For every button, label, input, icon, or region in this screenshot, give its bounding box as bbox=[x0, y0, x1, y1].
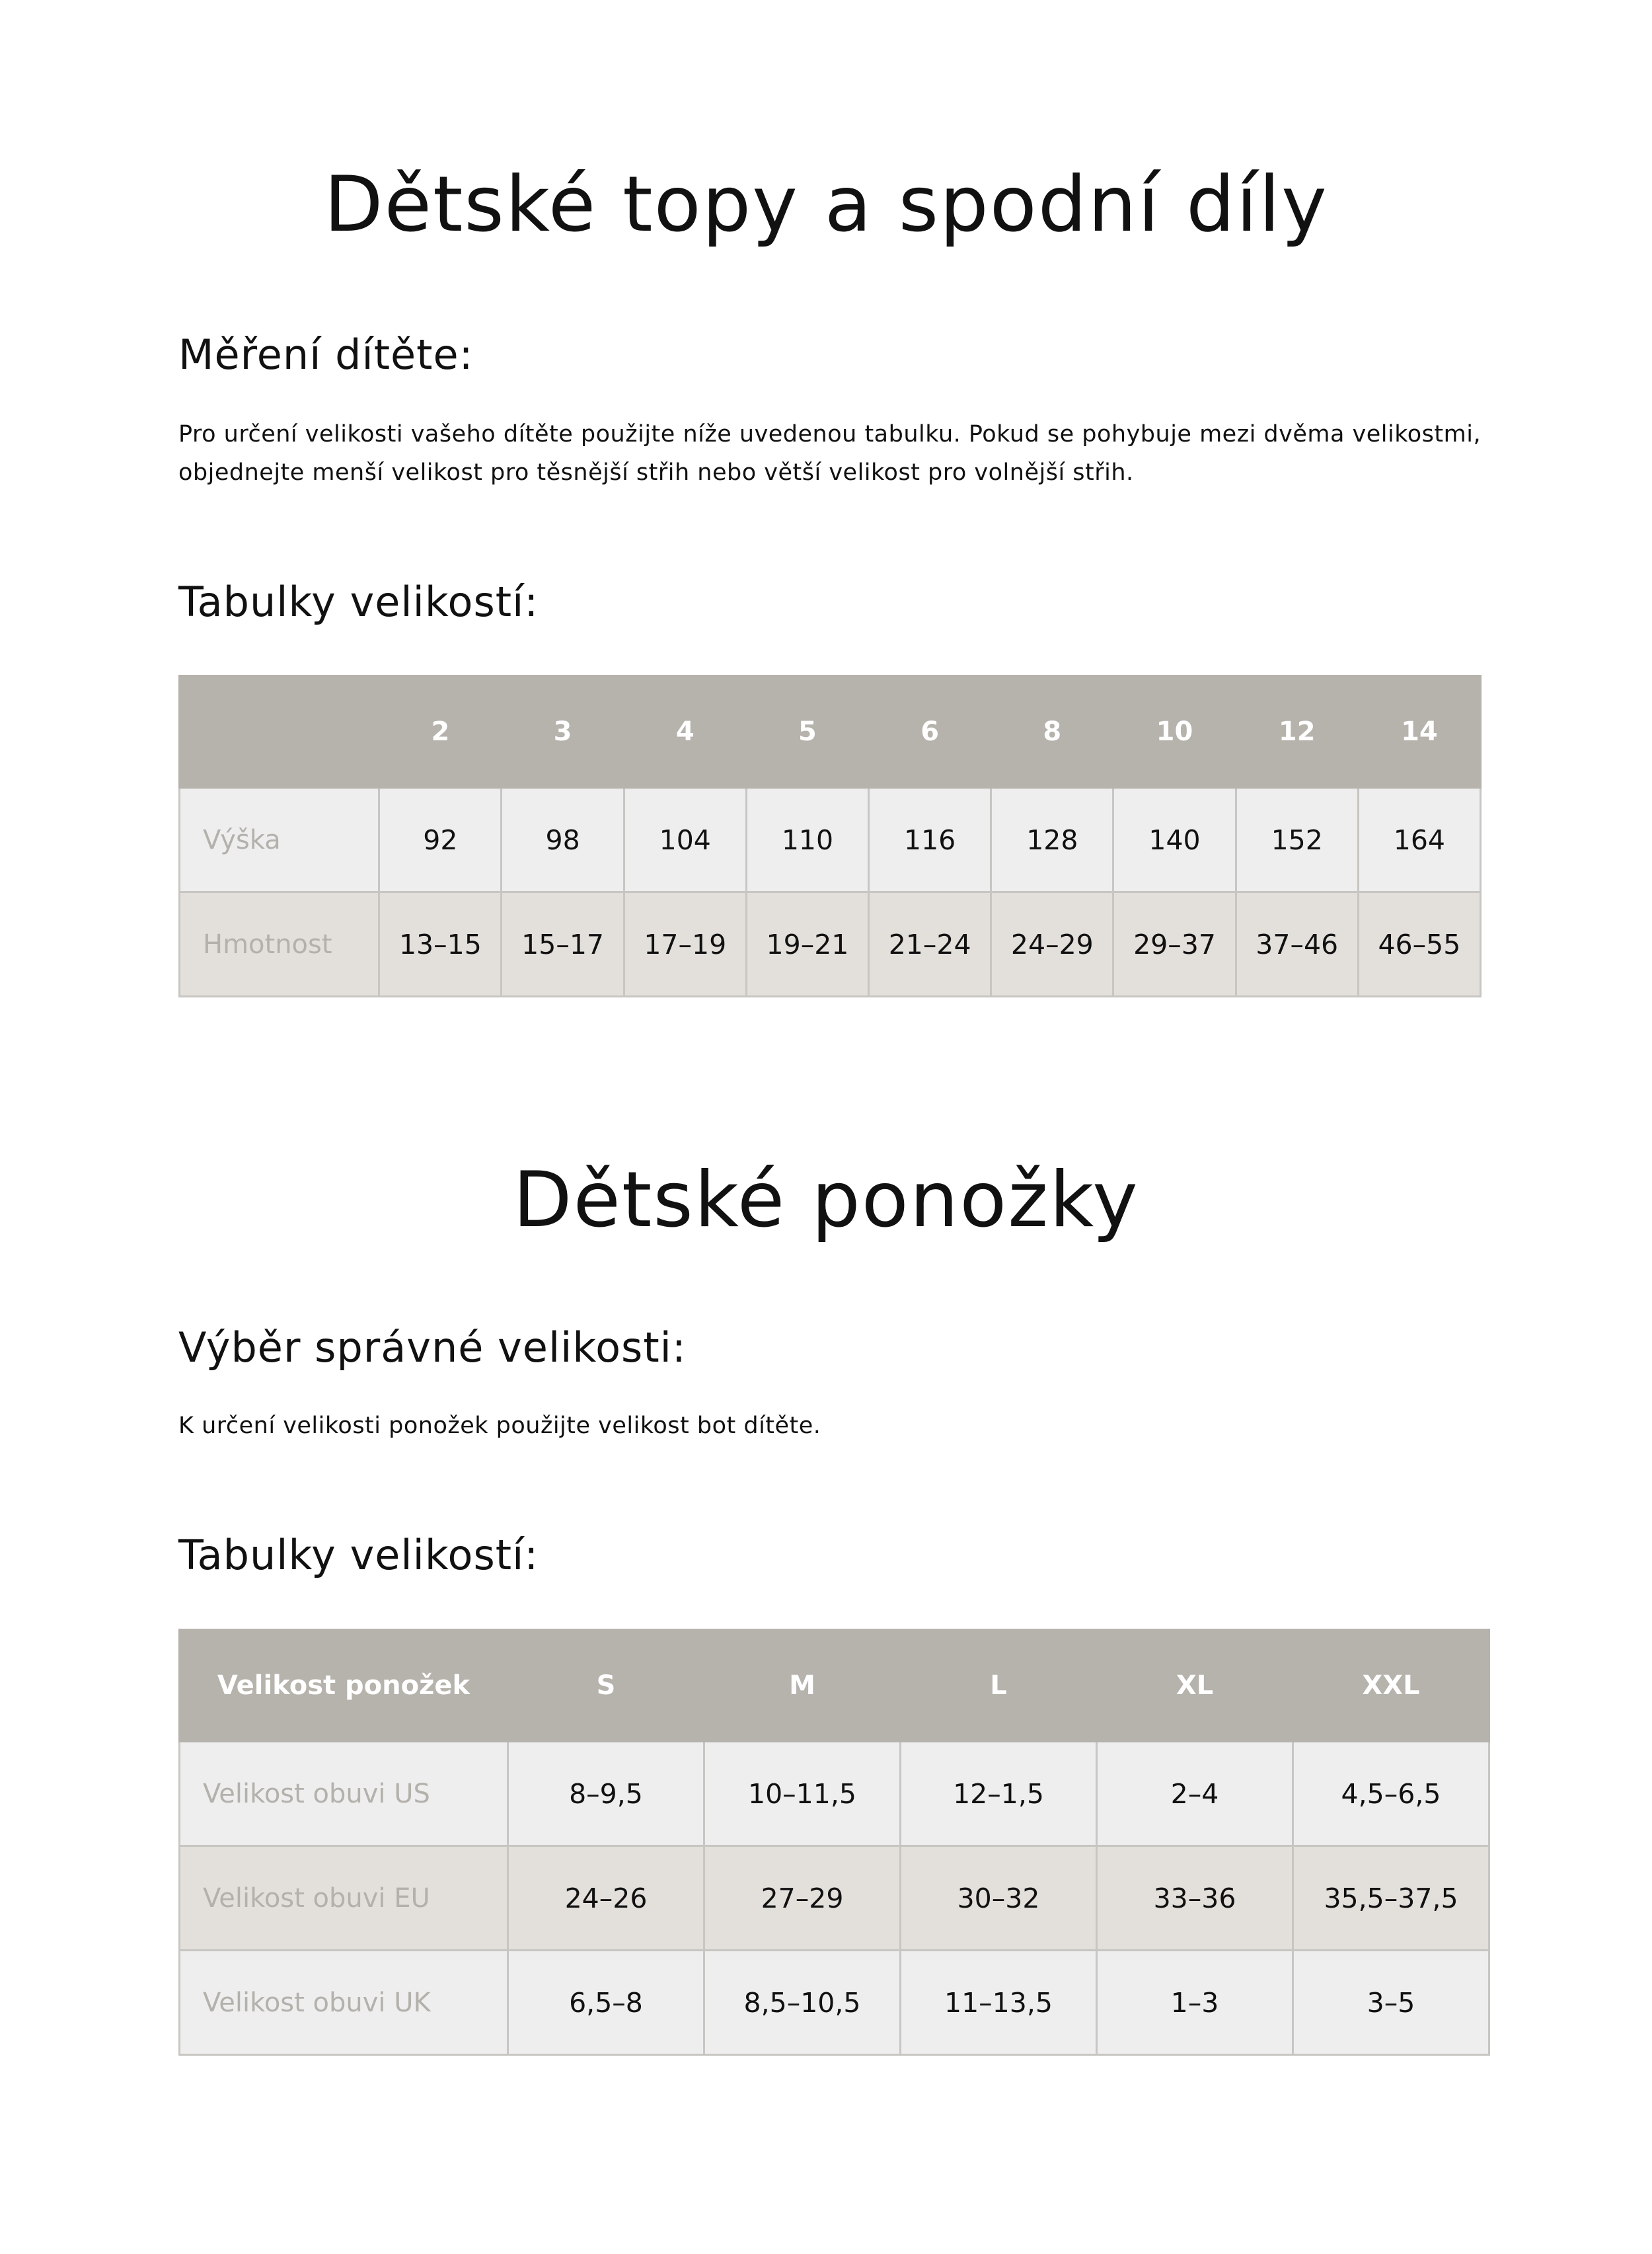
table-cell: 17–19 bbox=[624, 892, 746, 997]
choose-size-heading: Výběr správné velikosti: bbox=[178, 1323, 687, 1372]
table-header-row bbox=[180, 676, 1481, 788]
size-col-header: XL bbox=[1097, 1630, 1293, 1742]
table-cell: 24–26 bbox=[508, 1846, 704, 1951]
table-cell: 116 bbox=[869, 788, 991, 892]
size-col-header: 10 bbox=[1113, 676, 1236, 788]
table-row bbox=[180, 1846, 1489, 1951]
row-label-eu: Velikost obuvi EU bbox=[180, 1846, 508, 1951]
size-col-header: 14 bbox=[1358, 676, 1480, 788]
table-corner: Velikost ponožek bbox=[180, 1630, 508, 1742]
table-cell: 6,5–8 bbox=[508, 1951, 704, 2055]
table-cell: 140 bbox=[1113, 788, 1236, 892]
size-col-header: XXL bbox=[1293, 1630, 1489, 1742]
size-col-header: 6 bbox=[869, 676, 991, 788]
tops-size-table bbox=[178, 675, 1482, 997]
table-cell: 92 bbox=[379, 788, 502, 892]
table-cell: 8,5–10,5 bbox=[704, 1951, 901, 2055]
table-cell: 12–1,5 bbox=[901, 1742, 1097, 1846]
table-cell: 4,5–6,5 bbox=[1293, 1742, 1489, 1846]
table-cell: 24–29 bbox=[991, 892, 1113, 997]
size-col-header: 8 bbox=[991, 676, 1113, 788]
table-corner bbox=[180, 676, 379, 788]
table-row bbox=[180, 1951, 1489, 2055]
tops-title: Dětské topy a spodní díly bbox=[324, 160, 1328, 249]
measure-heading: Měření dítěte: bbox=[178, 330, 474, 379]
row-label-height: Výška bbox=[180, 788, 379, 892]
table-cell: 21–24 bbox=[869, 892, 991, 997]
table-cell: 164 bbox=[1358, 788, 1480, 892]
choose-size-text: K určení velikosti ponožek použijte velikost bot dítěte. bbox=[178, 1413, 821, 1439]
table-row bbox=[180, 1742, 1489, 1846]
table-cell: 10–11,5 bbox=[704, 1742, 901, 1846]
row-label-uk: Velikost obuvi UK bbox=[180, 1951, 508, 2055]
table-cell: 128 bbox=[991, 788, 1113, 892]
table-cell: 30–32 bbox=[901, 1846, 1097, 1951]
socks-title: Dětské ponožky bbox=[513, 1155, 1139, 1245]
table-cell: 33–36 bbox=[1097, 1846, 1293, 1951]
table-cell: 19–21 bbox=[746, 892, 868, 997]
tops-tables-heading: Tabulky velikostí: bbox=[178, 578, 539, 626]
table-cell: 46–55 bbox=[1358, 892, 1480, 997]
measure-text: Pro určení velikosti vašeho dítěte použijte níže uvedenou tabulku. Pokud se pohybuje mezi dvěma velikostmi, objednejte menší velikost pro těsnější střih nebo větší velikost pro volnější střih. bbox=[178, 421, 1482, 486]
table-cell: 1–3 bbox=[1097, 1951, 1293, 2055]
table-cell: 98 bbox=[502, 788, 624, 892]
table-cell: 35,5–37,5 bbox=[1293, 1846, 1489, 1951]
size-col-header: 4 bbox=[624, 676, 746, 788]
socks-size-table bbox=[178, 1629, 1490, 2056]
table-row bbox=[180, 788, 1481, 892]
table-cell: 13–15 bbox=[379, 892, 502, 997]
table-cell: 29–37 bbox=[1113, 892, 1236, 997]
table-cell: 2–4 bbox=[1097, 1742, 1293, 1846]
size-col-header: 3 bbox=[502, 676, 624, 788]
table-cell: 152 bbox=[1236, 788, 1358, 892]
size-col-header: M bbox=[704, 1630, 901, 1742]
table-cell: 3–5 bbox=[1293, 1951, 1489, 2055]
size-col-header: L bbox=[901, 1630, 1097, 1742]
row-label-us: Velikost obuvi US bbox=[180, 1742, 508, 1846]
socks-tables-heading: Tabulky velikostí: bbox=[178, 1531, 539, 1579]
size-col-header: S bbox=[508, 1630, 704, 1742]
table-cell: 15–17 bbox=[502, 892, 624, 997]
table-row bbox=[180, 892, 1481, 997]
table-header-row bbox=[180, 1630, 1489, 1742]
size-col-header: 2 bbox=[379, 676, 502, 788]
size-col-header: 12 bbox=[1236, 676, 1358, 788]
table-cell: 110 bbox=[746, 788, 868, 892]
row-label-weight: Hmotnost bbox=[180, 892, 379, 997]
table-cell: 8–9,5 bbox=[508, 1742, 704, 1846]
table-cell: 27–29 bbox=[704, 1846, 901, 1951]
table-cell: 104 bbox=[624, 788, 746, 892]
table-cell: 11–13,5 bbox=[901, 1951, 1097, 2055]
table-cell: 37–46 bbox=[1236, 892, 1358, 997]
size-col-header: 5 bbox=[746, 676, 868, 788]
